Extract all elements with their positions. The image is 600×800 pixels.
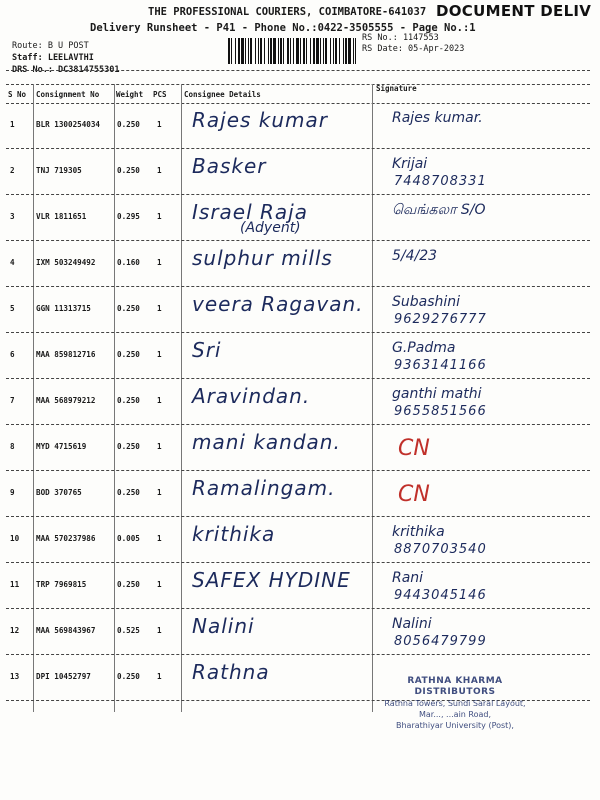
barcode-bar — [260, 38, 262, 64]
barcode-bar — [303, 38, 305, 64]
signature-phone: 9443045146 — [394, 588, 487, 603]
row-divider — [6, 332, 590, 333]
pieces-count: 1 — [157, 626, 162, 635]
barcode-bar — [228, 38, 230, 64]
barcode-bar — [335, 38, 337, 64]
barcode-bar — [264, 38, 265, 64]
consignee-name: SAFEX HYDINE — [192, 568, 351, 592]
serial-number: 12 — [10, 626, 20, 635]
signature-phone: 8056479799 — [394, 634, 487, 649]
serial-number: 10 — [10, 534, 20, 543]
row-divider — [6, 148, 590, 149]
barcode-bar — [355, 38, 356, 64]
barcode-bar — [258, 38, 259, 64]
barcode-bar — [248, 38, 249, 64]
stamp-line: Bharathiyar University (Post), — [396, 721, 514, 730]
col-signature: Signature — [376, 84, 417, 93]
rs-number: RS No.: 1147553 — [362, 33, 439, 43]
route-label: Route: B U POST — [12, 41, 89, 51]
barcode-bar — [323, 38, 324, 64]
barcode-bar — [287, 38, 289, 64]
consignee-name: Rajes kumar — [192, 108, 329, 132]
signature-phone: 7448708331 — [394, 174, 487, 189]
table-row — [0, 474, 600, 520]
barcode-bar — [231, 38, 232, 64]
signature-text: Subashini — [392, 294, 461, 310]
table-row — [0, 106, 600, 152]
barcode-bar — [270, 38, 272, 64]
divider — [6, 103, 590, 104]
weight-value: 0.295 — [117, 212, 140, 221]
weight-value: 0.250 — [117, 396, 140, 405]
signature-text: Rani — [392, 570, 424, 586]
table-row — [0, 428, 600, 474]
row-divider — [6, 608, 590, 609]
row-divider — [6, 194, 590, 195]
pieces-count: 1 — [157, 488, 162, 497]
barcode-bar — [333, 38, 334, 64]
table-row — [0, 336, 600, 382]
col-consignment: Consignment No — [36, 90, 100, 99]
signature-phone: 9363141166 — [394, 358, 487, 373]
barcode-bar — [296, 38, 299, 64]
signature-phone: 9655851566 — [394, 404, 487, 419]
barcode-bar — [325, 38, 327, 64]
barcode-bar — [313, 38, 315, 64]
barcode-bar — [235, 38, 236, 64]
serial-number: 4 — [10, 258, 15, 267]
consignee-name: Aravindan. — [192, 384, 311, 408]
barcode-bar — [300, 38, 301, 64]
barcode-bar — [345, 38, 347, 64]
serial-number: 13 — [10, 672, 20, 681]
consignee-name: mani kandan. — [192, 430, 341, 454]
pieces-count: 1 — [157, 212, 162, 221]
consignee-name: veera Ragavan. — [192, 292, 364, 316]
signature-text: Rajes kumar. — [392, 110, 483, 126]
consignee-name: sulphur mills — [192, 246, 333, 270]
stamp-line: Rathna Towers, Sundi Saral Layout, — [384, 699, 526, 708]
row-divider — [6, 240, 590, 241]
weight-value: 0.250 — [117, 442, 140, 451]
pieces-count: 1 — [157, 442, 162, 451]
col-weight: Weight — [116, 90, 144, 99]
barcode-bar — [250, 38, 252, 64]
weight-value: 0.525 — [117, 626, 140, 635]
status-mark: CN — [398, 482, 430, 507]
table-header — [0, 84, 600, 102]
barcode-bar — [268, 38, 269, 64]
staff-label: Staff: LEELAVTHI — [12, 53, 94, 63]
row-divider — [6, 470, 590, 471]
consignment-number: BLR 1300254034 — [36, 120, 101, 129]
consignee-name: Israel Raja — [192, 200, 308, 224]
barcode-bar — [290, 38, 291, 64]
divider — [6, 84, 590, 85]
signature-text: ganthi mathi — [392, 386, 482, 402]
table-row — [0, 520, 600, 566]
table-row — [0, 244, 600, 290]
pieces-count: 1 — [157, 258, 162, 267]
barcode-bar — [255, 38, 256, 64]
weight-value: 0.250 — [117, 580, 140, 589]
col-sno: S No — [8, 90, 27, 99]
serial-number: 9 — [10, 488, 15, 497]
barcode-image — [228, 38, 356, 64]
barcode-bar — [245, 38, 246, 64]
table-row — [0, 382, 600, 428]
pieces-count: 1 — [157, 304, 162, 313]
table-row — [0, 566, 600, 612]
rs-date: RS Date: 05-Apr-2023 — [362, 44, 465, 54]
company-title: THE PROFESSIONAL COURIERS, COIMBATORE-641037 — [148, 6, 427, 18]
consignment-number: BOD 370765 — [36, 488, 82, 497]
stamp-line: Mar..., ...ain Road, — [418, 710, 492, 719]
weight-value: 0.250 — [117, 166, 140, 175]
drs-number: DRS No.: DC3814755301 — [12, 65, 120, 75]
signature-text: Nalini — [392, 616, 432, 632]
barcode-bar — [273, 38, 276, 64]
barcode-bar — [320, 38, 321, 64]
consignee-name: krithika — [192, 522, 276, 546]
pieces-count: 1 — [157, 580, 162, 589]
rs-info — [362, 33, 464, 55]
serial-number: 11 — [10, 580, 20, 589]
consignment-number: VLR 1811651 — [36, 212, 87, 221]
weight-value: 0.250 — [117, 120, 140, 129]
barcode-bar — [238, 38, 240, 64]
barcode-bar — [353, 38, 354, 64]
consignee-name: Ramalingam. — [192, 476, 336, 500]
row-divider — [6, 654, 590, 655]
signature-phone: 8870703540 — [394, 542, 487, 557]
consignment-number: DPI 10452797 — [36, 672, 91, 681]
signature-phone: 9629276777 — [394, 312, 487, 327]
signature-text: krithika — [392, 524, 445, 540]
serial-number: 5 — [10, 304, 15, 313]
barcode-bar — [316, 38, 319, 64]
weight-value: 0.250 — [117, 304, 140, 313]
barcode-bar — [343, 38, 344, 64]
runsheet-subtitle: Delivery Runsheet - P41 - Phone No.:0422-3505555 - Page No.:1 — [90, 22, 476, 34]
serial-number: 7 — [10, 396, 15, 405]
barcode-bar — [283, 38, 284, 64]
table-row — [0, 198, 600, 244]
consignment-number: MAA 859812716 — [36, 350, 96, 359]
signature-text: Krijai — [392, 156, 428, 172]
barcode-bar — [330, 38, 331, 64]
divider — [6, 70, 590, 71]
stamp-line: RATHNA KHARMA DISTRIBUTORS — [407, 676, 503, 697]
barcode-bar — [293, 38, 294, 64]
pieces-count: 1 — [157, 350, 162, 359]
barcode-bar — [310, 38, 311, 64]
pieces-count: 1 — [157, 166, 162, 175]
row-divider — [6, 286, 590, 287]
consignment-number: MAA 568979212 — [36, 396, 96, 405]
consignment-number: MYD 4715619 — [36, 442, 87, 451]
serial-number: 2 — [10, 166, 15, 175]
consignment-number: MAA 569843967 — [36, 626, 96, 635]
barcode-bar — [278, 38, 279, 64]
serial-number: 1 — [10, 120, 15, 129]
consignment-number: TNJ 719305 — [36, 166, 82, 175]
barcode-bar — [339, 38, 340, 64]
consignment-number: IXM 503249492 — [36, 258, 96, 267]
barcode-bar — [280, 38, 282, 64]
consignee-name: Sri — [192, 338, 222, 362]
weight-value: 0.250 — [117, 672, 140, 681]
serial-number: 8 — [10, 442, 15, 451]
pieces-count: 1 — [157, 396, 162, 405]
consignee-name: Basker — [192, 154, 267, 178]
serial-number: 6 — [10, 350, 15, 359]
consignment-number: TRP 7969815 — [36, 580, 87, 589]
row-divider — [6, 516, 590, 517]
table-row — [0, 290, 600, 336]
row-divider — [6, 378, 590, 379]
serial-number: 3 — [10, 212, 15, 221]
signature-text: வெங்கலா S/O — [392, 202, 486, 218]
barcode-bar — [348, 38, 351, 64]
company-rubber-stamp — [370, 676, 540, 731]
pieces-count: 1 — [157, 534, 162, 543]
pieces-count: 1 — [157, 120, 162, 129]
row-divider — [6, 424, 590, 425]
consignment-number: MAA 570237986 — [36, 534, 96, 543]
signature-text: G.Padma — [392, 340, 456, 356]
table-row — [0, 612, 600, 658]
document-delivery-stamp: DOCUMENT DELIV — [436, 2, 592, 20]
weight-value: 0.005 — [117, 534, 140, 543]
consignee-name: Nalini — [192, 614, 255, 638]
table-row — [0, 152, 600, 198]
col-consignee: Consignee Details — [184, 90, 261, 99]
barcode-bar — [306, 38, 307, 64]
col-pcs: PCS — [153, 90, 167, 99]
row-divider — [6, 562, 590, 563]
consignment-number: GGN 11313715 — [36, 304, 91, 313]
signature-text: 5/4/23 — [392, 248, 438, 264]
consignee-name: Rathna — [192, 660, 270, 684]
pieces-count: 1 — [157, 672, 162, 681]
status-mark: CN — [398, 436, 430, 461]
weight-value: 0.160 — [117, 258, 140, 267]
consignee-note: (Adyent) — [240, 220, 301, 236]
weight-value: 0.250 — [117, 350, 140, 359]
barcode-bar — [241, 38, 244, 64]
weight-value: 0.250 — [117, 488, 140, 497]
